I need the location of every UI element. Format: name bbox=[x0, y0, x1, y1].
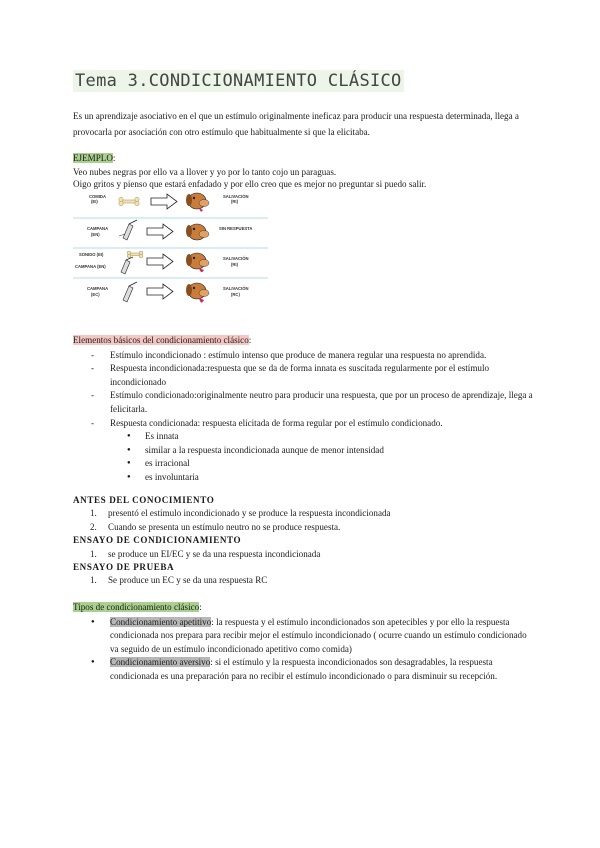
tipo-term: Condicionamiento apetitivo bbox=[110, 616, 212, 627]
bell-icon bbox=[123, 282, 137, 302]
figure-row2-stimulus: CAMPANA bbox=[87, 226, 109, 231]
arrow-icon bbox=[147, 224, 173, 239]
figure-row4-code: (EC) bbox=[91, 292, 100, 297]
ejemplo-line-1: Veo nubes negras por ello va a llover y yo por lo tanto cojo un paraguas. bbox=[73, 167, 337, 177]
list-item bbox=[73, 656, 533, 683]
list-item: - Respuesta condicionada: respuesta elicitada de forma regular por el estímulo condicionado. bbox=[73, 417, 533, 431]
figure-row3-rcode: (RI) bbox=[231, 262, 238, 267]
ejemplo-label: EJEMPLO bbox=[73, 153, 113, 163]
list-item: - Respuesta incondicionada:respuesta que se da de forma innata es suscitada regularmente por el estímulo incondicionado bbox=[73, 362, 533, 389]
figure-row3-response: SALIVACIÓN bbox=[223, 256, 249, 261]
item-text: Cuando se presenta un estímulo neutro no se produce respuesta. bbox=[108, 521, 341, 532]
list-item: - Estímulo condicionado:originalmente neutro para producir una respuesta, que por un proceso de aprendizaje, llega a felicitarla. bbox=[73, 389, 533, 416]
arrow-icon bbox=[147, 284, 173, 299]
bone-icon bbox=[127, 251, 143, 258]
figure-row2-code: (EN) bbox=[91, 232, 100, 237]
dog-icon bbox=[186, 193, 209, 212]
elementos-list bbox=[73, 349, 533, 431]
ejemplo-sep: : bbox=[112, 153, 116, 163]
tipos-section bbox=[73, 601, 533, 684]
bone-icon bbox=[119, 197, 139, 205]
tipos-list bbox=[73, 616, 533, 684]
elementos-heading: Elementos básicos del condicionamiento clásico bbox=[73, 335, 249, 345]
tipo-term: Condicionamiento aversivo bbox=[110, 657, 211, 668]
tipo-text: : la respuesta y el estímulo incondicionados son apetecibles y por ello la respuesta condicionada nos prepara para recibir mejor el estímulo incondicionado ( ocurre cuando un estímulo condicionado va seguido de un estímulo incondicionado apetitivo como comida) bbox=[110, 616, 527, 654]
figure-row4-response: SALIVACIÓN bbox=[223, 286, 249, 291]
list-item bbox=[73, 616, 533, 657]
list-item: ● Es innata bbox=[73, 430, 533, 444]
bell-icon bbox=[121, 257, 133, 274]
elementos-section bbox=[73, 334, 533, 485]
list-item bbox=[73, 521, 533, 534]
figure-row3-code: CAMPANA (EN) bbox=[75, 264, 106, 269]
list-item: ● es involuntaria bbox=[73, 471, 533, 485]
figure-row4-rcode: (RC) bbox=[231, 292, 240, 297]
fase-heading-ensayo-condicionamiento: ENSAYO DE CONDICIONAMIENTO bbox=[73, 535, 242, 546]
list-item bbox=[73, 574, 533, 587]
tipo-text: : si el estímulo y la respuesta incondicionados son desagradables, la respuesta condicionada es una preparación para no recibir el estímulo incondicionado o para disminuir su recepción. bbox=[110, 657, 498, 681]
tipos-sep: : bbox=[199, 602, 202, 612]
item-text: presentó el estímulo incondicionado y se produce la respuesta incondicionada bbox=[108, 508, 391, 519]
figure-row1-rcode: (RI) bbox=[231, 199, 238, 204]
item-number: 1. bbox=[90, 575, 97, 586]
intro-paragraph: Es un aprendizaje asociativo en el que un estímulo originalmente ineficaz para producir una respuesta determinada, llega a provocarla por asociación con otro estímulo que habitualmente si que la elicitaba. bbox=[73, 111, 519, 137]
item-number: 1. bbox=[90, 508, 97, 519]
elementos-sep: : bbox=[248, 335, 252, 345]
page-title: Tema 3.CONDICIONAMIENTO CLÁSICO bbox=[75, 71, 402, 91]
dog-icon bbox=[186, 253, 209, 272]
figure-row1-stimulus: COMIDA bbox=[89, 194, 106, 199]
ejemplo-section bbox=[73, 150, 533, 190]
list-item: - Estímulo incondicionado : estímulo intenso que produce de manera regular una respuesta no aprendida. bbox=[73, 349, 533, 363]
tipos-heading: Tipos de condicionamiento clásico bbox=[73, 602, 200, 612]
arrow-icon bbox=[147, 254, 173, 269]
item-text: se produce un EI/EC y se da una respuesta incondicionada bbox=[108, 548, 321, 559]
fase-heading-antes: ANTES DEL CONOCIMIENTO bbox=[73, 495, 215, 505]
list-item bbox=[73, 548, 533, 561]
figure-row1-code: (EI) bbox=[91, 199, 98, 204]
item-text: Se produce un EC y se da una respuesta RC bbox=[108, 575, 268, 586]
item-number: 1. bbox=[90, 548, 97, 559]
fase-heading-ensayo-prueba: ENSAYO DE PRUEBA bbox=[73, 562, 175, 573]
figure-row1-response: SALIVACIÓN bbox=[223, 194, 249, 199]
pavlov-diagram bbox=[73, 190, 273, 310]
figure-row3-stimulus: SONIDO (EI) bbox=[79, 252, 104, 257]
dog-icon bbox=[186, 283, 209, 303]
ejemplo-line-2: Oigo gritos y pienso que estará enfadado y por ello creo que es mejor no preguntar si puedo salir. bbox=[73, 179, 427, 189]
list-item: ● similar a la respuesta incondicionada aunque de menor intensidad bbox=[73, 444, 533, 458]
respuesta-condicionada-sublist bbox=[73, 430, 533, 484]
list-item bbox=[73, 507, 533, 520]
list-item: ● es irracional bbox=[73, 457, 533, 471]
figure-row2-response: SIN RESPUESTA bbox=[219, 226, 253, 231]
item-number: 2. bbox=[90, 521, 97, 532]
figure-row4-stimulus: CAMPANA bbox=[87, 286, 109, 291]
fases-section bbox=[73, 494, 533, 588]
arrow-icon bbox=[151, 194, 177, 209]
dog-icon bbox=[186, 224, 209, 240]
bell-icon bbox=[119, 220, 137, 240]
